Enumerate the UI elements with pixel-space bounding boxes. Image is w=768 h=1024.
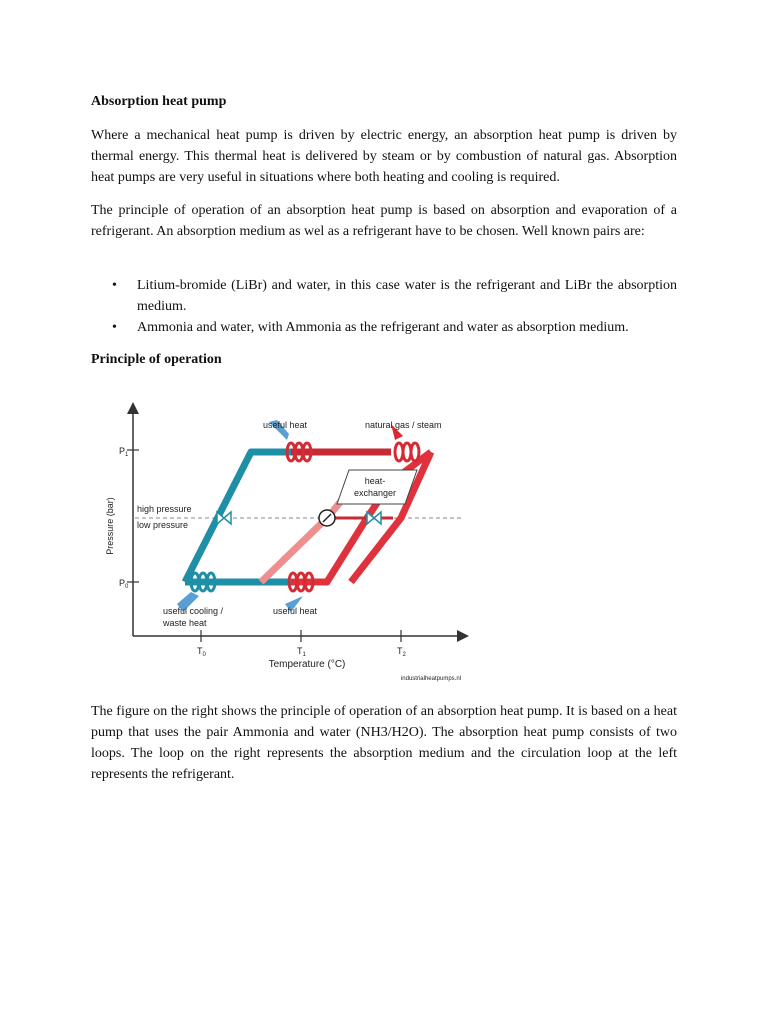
x-axis-label: Temperature (°C) bbox=[268, 659, 346, 670]
list-item-text: Litium-bromide (LiBr) and water, in this case water is the refrigerant and LiBr the absorption medium. bbox=[137, 278, 677, 314]
paragraph-intro: Where a mechanical heat pump is driven by electric energy, an absorption heat pump is driven by thermal energy. This thermal heat is delivered by steam or by combustion of natural gas. Absorption heat pumps are very useful in situations where both heating and cooling is required. bbox=[91, 128, 677, 185]
list-item bbox=[91, 275, 677, 317]
paragraph-principle: The principle of operation of an absorption heat pump is based on absorption and evaporation of a refrigerant. An absorption medium as wel as a refrigerant have to be chosen. Well known pairs are: bbox=[91, 203, 677, 239]
natural-gas-label: natural gas / steam bbox=[365, 420, 442, 430]
watermark: industrialheatpumps.nl bbox=[400, 676, 461, 682]
expansion-valve-icon bbox=[217, 512, 231, 524]
list-item-text: Ammonia and water, with Ammonia as the refrigerant and water as absorption medium. bbox=[137, 320, 629, 335]
useful-cooling-label-2: waste heat bbox=[163, 618, 207, 628]
absorption-heat-pump-diagram bbox=[91, 386, 511, 686]
document-title: Absorption heat pump bbox=[91, 94, 227, 109]
pairs-list bbox=[91, 275, 677, 338]
low-pressure-label: low pressure bbox=[137, 520, 189, 530]
paragraph-figure-description: The figure on the right shows the principle of operation of an absorption heat pump. It is based on a heat pump that uses the pair Ammonia and water (NH3/H2O). The absorption heat pump consists of two loops. The loop on the right represents the absorption medium and the circulation loop at the left represents the refrigerant. bbox=[91, 704, 677, 782]
refrigerant-loop-left bbox=[185, 452, 291, 582]
t1-label: $T_1$ bbox=[297, 646, 306, 658]
list-item bbox=[91, 317, 677, 338]
t2-label: $T_2$ bbox=[397, 646, 406, 658]
p0-label: $P_0$ bbox=[119, 578, 129, 590]
bullet-icon: • bbox=[112, 320, 117, 335]
section-title: Principle of operation bbox=[91, 352, 222, 367]
useful-heat-top-label: useful heat bbox=[263, 420, 308, 430]
diagram-svg bbox=[91, 386, 511, 686]
y-axis-label: Pressure (bar) bbox=[105, 497, 115, 555]
t0-label: $T_0$ bbox=[197, 646, 206, 658]
heat-exchanger-label-2: exchanger bbox=[353, 488, 397, 498]
bullet-icon: • bbox=[112, 278, 117, 293]
high-pressure-label: high pressure bbox=[137, 504, 192, 514]
useful-cooling-label-1: useful cooling / bbox=[163, 606, 224, 616]
coil-generator bbox=[395, 443, 419, 461]
p1-label: $P_1$ bbox=[119, 446, 129, 458]
useful-heat-bottom-label: useful heat bbox=[273, 606, 318, 616]
heat-exchanger-label-1: heat- bbox=[364, 476, 386, 486]
